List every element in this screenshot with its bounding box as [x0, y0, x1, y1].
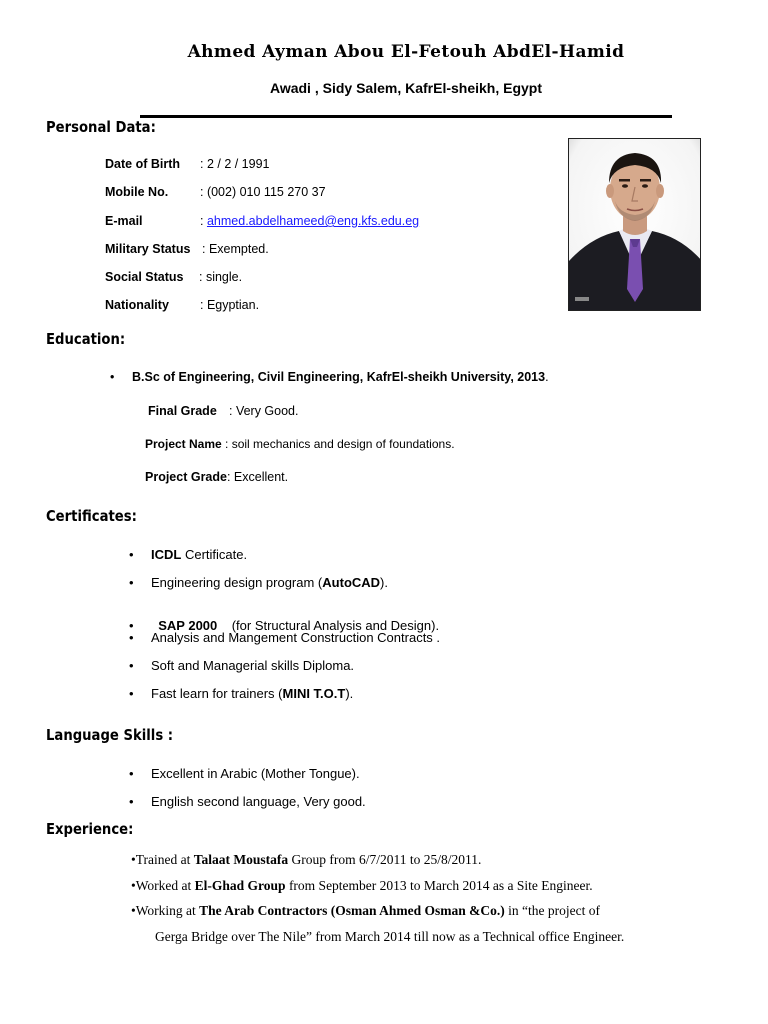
section-title-education: Education: [46, 330, 126, 348]
label-email: E-mail [105, 214, 143, 228]
certificate-bold: SAP 2000 [158, 618, 218, 633]
value-final-grade: : Very Good. [229, 404, 299, 418]
candidate-address: Awadi , Sidy Salem, KafrEl-sheikh, Egypt [269, 80, 543, 96]
certificate-item [151, 547, 247, 562]
value-date-of-birth: : 2 / 2 / 1991 [200, 157, 270, 171]
certificate-text: ). [345, 686, 354, 701]
value-project-name: : soil mechanics and design of foundations. [225, 437, 455, 451]
profile-photo [568, 138, 701, 311]
experience-employer: El-Ghad Group [194, 878, 286, 893]
certificate-item [151, 686, 353, 701]
value-social-status: : single. [199, 270, 243, 284]
experience-item: •Working at The Arab Contractors (Osman Ahmed Osman &Co.) in “the project of [131, 903, 600, 918]
label-nationality: Nationality [105, 298, 169, 312]
experience-item: •Trained at Talaat Moustafa Group from 6/7/2011 to 25/8/2011. [131, 852, 482, 867]
email-colon: : [200, 214, 204, 228]
certificate-text: Analysis and Mangement Construction Contracts . [151, 630, 441, 645]
certificate-bold: MINI T.O.T [282, 686, 346, 701]
certificate-bold: ICDL [151, 547, 182, 562]
certificate-bold: AutoCAD [322, 575, 381, 590]
experience-continuation: Gerga Bridge over The Nile” from March 2014 till now as a Technical office Engineer. [155, 929, 625, 944]
degree-period: . [545, 370, 549, 384]
label-mobile: Mobile No. [105, 185, 169, 199]
label-final-grade: Final Grade [148, 404, 217, 418]
experience-text: Working at [135, 903, 200, 918]
degree-text: B.Sc of Engineering, Civil Engineering, KafrEl-sheikh University, 2013 [132, 370, 546, 384]
label-project-grade: Project Grade [145, 470, 227, 484]
language-item [151, 794, 366, 809]
label-project-name: Project Name [145, 437, 222, 451]
certificate-text: Fast learn for trainers ( [151, 686, 283, 701]
certificate-item [151, 630, 440, 645]
email-link[interactable]: ahmed.abdelhameed@eng.kfs.edu.eg [206, 214, 420, 228]
candidate-name: Ahmed Ayman Abou El-Fetouh AbdEl-Hamid [187, 42, 625, 62]
experience-text: Group from 6/7/2011 to 25/8/2011. [288, 852, 482, 867]
certificate-item [151, 603, 439, 633]
value-military-status: : Exempted. [202, 242, 269, 256]
certificate-text: Soft and Managerial skills Diploma. [151, 658, 355, 673]
experience-text: in “the project of [504, 903, 600, 918]
certificate-item [151, 575, 388, 590]
value-nationality: : Egyptian. [200, 298, 260, 312]
label-military-status: Military Status [105, 242, 191, 256]
certificate-text: Certificate. [181, 547, 248, 562]
value-mobile: : (002) 010 115 270 37 [200, 185, 326, 199]
header-divider [140, 115, 672, 118]
certificate-text: ). [380, 575, 388, 590]
experience-text: Worked at [135, 878, 195, 893]
label-social-status: Social Status [105, 270, 184, 284]
experience-employer: Talaat Moustafa [193, 852, 289, 867]
section-title-experience: Experience: [46, 820, 134, 838]
section-title-personal-data: Personal Data: [46, 118, 156, 136]
language-text: English second language, Very good. [151, 794, 366, 809]
education-degree [132, 370, 549, 384]
experience-employer: The Arab Contractors (Osman Ahmed Osman &Co.) [199, 903, 505, 918]
language-item [151, 766, 360, 781]
value-project-grade: : Excellent. [226, 470, 289, 484]
section-title-certificates: Certificates: [46, 507, 137, 525]
label-date-of-birth: Date of Birth [105, 157, 180, 171]
experience-text: Trained at [135, 852, 194, 867]
certificate-text: Engineering design program ( [151, 575, 323, 590]
education-project-grade [145, 470, 288, 484]
language-text: Excellent in Arabic (Mother Tongue). [151, 766, 360, 781]
section-title-language-skills: Language Skills : [46, 726, 174, 744]
person-portrait-icon [569, 139, 701, 311]
certificate-text: (for Structural Analysis and Design). [217, 618, 440, 633]
education-project-name [145, 437, 455, 451]
experience-text: from September 2013 to March 2014 as a Site Engineer. [285, 878, 593, 893]
certificate-item [151, 658, 354, 673]
experience-item: •Worked at El-Ghad Group from September 2013 to March 2014 as a Site Engineer. [131, 878, 593, 893]
